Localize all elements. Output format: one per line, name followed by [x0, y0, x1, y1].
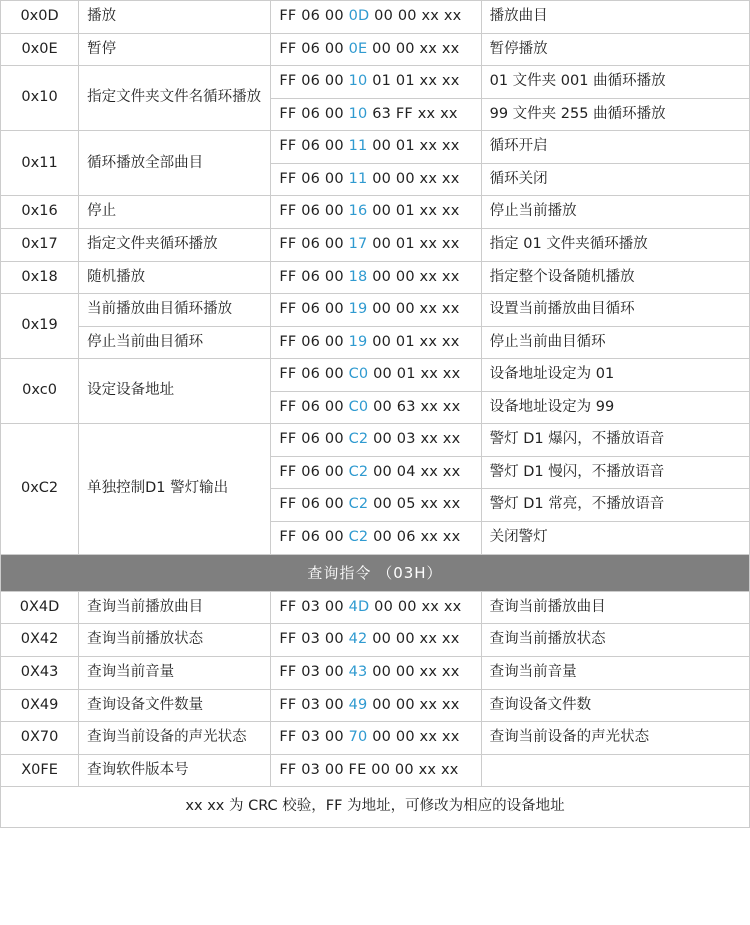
command-description: 查询当前播放状态 [79, 624, 271, 657]
frame-prefix: FF 06 00 [279, 463, 349, 480]
command-note: 警灯 D1 常亮，不播放语音 [481, 489, 749, 522]
frame-prefix: FF 06 00 [279, 203, 349, 220]
frame-suffix: 00 06 xx xx [368, 529, 461, 545]
command-note: 设备地址设定为 99 [481, 391, 749, 424]
command-description: 查询当前音量 [79, 656, 271, 689]
frame-command-byte: 42 [348, 631, 368, 648]
command-note: 指定整个设备随机播放 [481, 261, 749, 294]
frame-suffix: 00 01 xx xx [367, 138, 460, 155]
frame-bytes [271, 489, 481, 522]
frame-suffix: 00 01 xx xx [367, 203, 460, 220]
frame-prefix: FF 06 00 [279, 170, 349, 187]
frame-prefix: FF 03 00 [279, 663, 349, 680]
command-code: 0x19 [1, 294, 79, 359]
frame-prefix: FF 06 00 [279, 529, 349, 545]
table-row [1, 689, 750, 722]
frame-command-byte: 19 [348, 333, 368, 350]
frame-bytes [271, 624, 481, 657]
command-code: 0x0D [1, 1, 79, 34]
frame-command-byte: 18 [348, 268, 368, 285]
frame-bytes [271, 722, 481, 755]
table-row [1, 754, 750, 787]
command-note: 查询当前音量 [481, 656, 749, 689]
frame-command-byte: C0 [348, 366, 369, 383]
frame-prefix: FF 03 00 [279, 696, 349, 713]
frame-command-byte: 10 [348, 73, 368, 90]
command-note: 循环开启 [481, 131, 749, 164]
command-note: 指定 01 文件夹循环播放 [481, 228, 749, 261]
section-header-label: 查询指令 （03H） [1, 554, 750, 591]
table-row [1, 326, 750, 359]
table-row [1, 656, 750, 689]
command-code: 0xC2 [1, 424, 79, 554]
frame-prefix: FF 06 00 [279, 40, 349, 57]
command-description: 停止当前曲目循环 [79, 326, 271, 359]
command-code: 0X70 [1, 722, 79, 755]
command-code: 0x17 [1, 228, 79, 261]
frame-suffix: 00 03 xx xx [368, 431, 461, 448]
command-description: 播放 [79, 1, 271, 34]
frame-suffix: 00 00 xx xx [367, 696, 460, 713]
command-code: 0x18 [1, 261, 79, 294]
table-row [1, 1, 750, 34]
command-note: 暂停播放 [481, 33, 749, 66]
frame-suffix: 00 00 xx xx [367, 268, 460, 285]
frame-suffix: 00 00 xx xx [367, 631, 460, 648]
table-row [1, 359, 750, 392]
frame-suffix: 00 00 xx xx [367, 40, 460, 57]
frame-bytes [271, 33, 481, 66]
command-note: 停止当前曲目循环 [481, 326, 749, 359]
frame-command-byte: C2 [348, 463, 369, 480]
frame-bytes [271, 228, 481, 261]
frame-command-byte: C2 [348, 496, 369, 513]
frame-prefix: FF 06 00 [279, 398, 349, 415]
frame-prefix: FF 06 00 [279, 431, 349, 448]
frame-bytes [271, 1, 481, 34]
frame-prefix: FF 06 00 [279, 366, 349, 383]
frame-bytes [271, 591, 481, 624]
section-header-row [1, 554, 750, 591]
frame-bytes [271, 689, 481, 722]
command-note: 警灯 D1 慢闪，不播放语音 [481, 456, 749, 489]
command-code: 0x16 [1, 196, 79, 229]
frame-suffix: 00 00 xx xx [369, 598, 462, 615]
frame-command-byte: C0 [348, 398, 369, 415]
command-note: 01 文件夹 001 曲循环播放 [481, 66, 749, 99]
command-description: 查询设备文件数量 [79, 689, 271, 722]
command-code: X0FE [1, 754, 79, 787]
frame-command-byte: C2 [348, 431, 369, 448]
frame-command-byte: 0D [348, 8, 370, 24]
command-note: 播放曲目 [481, 1, 749, 34]
frame-prefix: FF 06 00 [279, 268, 349, 285]
frame-bytes [271, 424, 481, 457]
frame-suffix: 00 01 xx xx [367, 333, 460, 350]
command-description: 查询软件版本号 [79, 754, 271, 787]
frame-prefix: FF 06 00 [279, 235, 349, 252]
command-description: 随机播放 [79, 261, 271, 294]
frame-suffix: 00 05 xx xx [368, 496, 461, 513]
footer-note: xx xx 为 CRC 校验，FF 为地址，可修改为相应的设备地址 [1, 787, 750, 828]
frame-command-byte: 17 [348, 235, 368, 252]
frame-prefix: FF 03 00 [279, 631, 349, 648]
frame-suffix: 01 01 xx xx [367, 73, 460, 90]
command-code: 0X42 [1, 624, 79, 657]
frame-command-byte: 11 [348, 138, 368, 155]
command-note: 循环关闭 [481, 163, 749, 196]
command-note: 关闭警灯 [481, 522, 749, 555]
frame-bytes [271, 196, 481, 229]
command-code: 0X4D [1, 591, 79, 624]
frame-prefix: FF 06 00 [279, 105, 349, 122]
table-row [1, 228, 750, 261]
table-row [1, 294, 750, 327]
frame-bytes [271, 754, 481, 787]
frame-bytes [271, 66, 481, 99]
frame-suffix: 63 FF xx xx [367, 105, 458, 122]
frame-command-byte: 49 [348, 696, 368, 713]
frame-prefix: FF 06 00 [279, 73, 349, 90]
command-code: 0x10 [1, 66, 79, 131]
frame-prefix: FF 06 00 [279, 333, 349, 350]
frame-bytes [271, 656, 481, 689]
command-note: 设备地址设定为 01 [481, 359, 749, 392]
frame-suffix: 00 00 xx xx [367, 729, 460, 746]
frame-suffix: 00 00 xx xx [367, 663, 460, 680]
command-note: 查询当前播放状态 [481, 624, 749, 657]
frame-bytes [271, 294, 481, 327]
frame-suffix: 00 00 xx xx [369, 8, 462, 24]
frame-bytes [271, 131, 481, 164]
command-description: 指定文件夹文件名循环播放 [79, 66, 271, 131]
footer-row [1, 787, 750, 828]
table-row [1, 66, 750, 99]
table-row [1, 624, 750, 657]
frame-suffix: 00 00 xx xx [367, 301, 460, 318]
command-note [481, 754, 749, 787]
command-description: 查询当前播放曲目 [79, 591, 271, 624]
command-note: 警灯 D1 爆闪，不播放语音 [481, 424, 749, 457]
command-description: 停止 [79, 196, 271, 229]
command-code: 0xc0 [1, 359, 79, 424]
frame-prefix: FF 03 00 [279, 598, 349, 615]
table-row [1, 33, 750, 66]
table-row [1, 591, 750, 624]
frame-bytes [271, 98, 481, 131]
frame-suffix: 00 00 xx xx [367, 170, 460, 187]
frame-suffix: 00 04 xx xx [368, 463, 461, 480]
frame-command-byte: 11 [348, 170, 368, 187]
frame-bytes [271, 391, 481, 424]
frame-bytes [271, 326, 481, 359]
frame-command-byte: 19 [348, 301, 368, 318]
command-code: 0x11 [1, 131, 79, 196]
frame-command-byte: 4D [348, 598, 370, 615]
command-code: 0X49 [1, 689, 79, 722]
command-note: 99 文件夹 255 曲循环播放 [481, 98, 749, 131]
command-note: 查询当前设备的声光状态 [481, 722, 749, 755]
frame-command-byte: 16 [348, 203, 368, 220]
command-note: 查询设备文件数 [481, 689, 749, 722]
command-description: 暂停 [79, 33, 271, 66]
frame-suffix: 00 63 xx xx [368, 398, 461, 415]
frame-bytes [271, 456, 481, 489]
command-description: 循环播放全部曲目 [79, 131, 271, 196]
command-note: 停止当前播放 [481, 196, 749, 229]
frame-prefix: FF 03 00 FE 00 00 xx xx [279, 761, 459, 778]
table-row [1, 196, 750, 229]
frame-prefix: FF 03 00 [279, 729, 349, 746]
frame-prefix: FF 06 00 [279, 496, 349, 513]
frame-command-byte: 10 [348, 105, 368, 122]
frame-command-byte: C2 [348, 529, 369, 545]
frame-suffix: 00 01 xx xx [368, 366, 461, 383]
command-description: 查询当前设备的声光状态 [79, 722, 271, 755]
frame-command-byte: 0E [348, 40, 368, 57]
command-code: 0X43 [1, 656, 79, 689]
command-code: 0x0E [1, 33, 79, 66]
frame-prefix: FF 06 00 [279, 8, 349, 24]
frame-prefix: FF 06 00 [279, 301, 349, 318]
table-row [1, 261, 750, 294]
frame-bytes [271, 261, 481, 294]
command-note: 设置当前播放曲目循环 [481, 294, 749, 327]
command-description: 单独控制D1 警灯输出 [79, 424, 271, 554]
frame-bytes [271, 163, 481, 196]
frame-bytes [271, 359, 481, 392]
command-note: 查询当前播放曲目 [481, 591, 749, 624]
table-row [1, 424, 750, 457]
frame-prefix: FF 06 00 [279, 138, 349, 155]
table-row [1, 131, 750, 164]
command-description: 设定设备地址 [79, 359, 271, 424]
command-table-body [1, 1, 750, 828]
table-row [1, 722, 750, 755]
frame-bytes [271, 522, 481, 555]
command-description: 指定文件夹循环播放 [79, 228, 271, 261]
frame-command-byte: 43 [348, 663, 368, 680]
frame-suffix: 00 01 xx xx [367, 235, 460, 252]
command-description: 当前播放曲目循环播放 [79, 294, 271, 327]
frame-command-byte: 70 [348, 729, 368, 746]
